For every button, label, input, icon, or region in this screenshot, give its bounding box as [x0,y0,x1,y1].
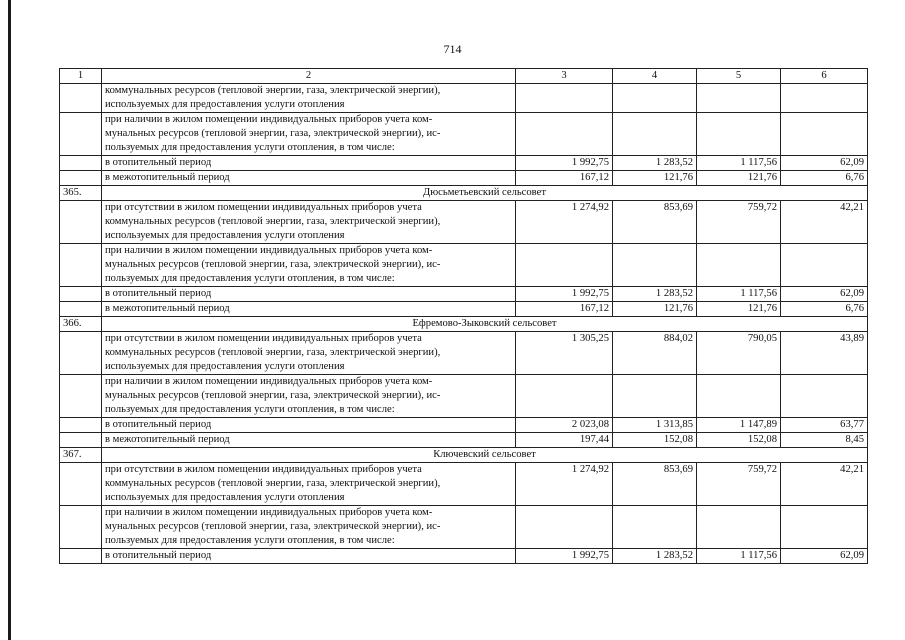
value-cell: 1 147,89 [697,418,781,433]
description-line: используемых для предоставления услуги отопления [105,361,345,372]
row-number-cell [60,302,102,317]
column-header: 5 [697,69,781,84]
value-cell [516,375,613,418]
row-number-cell [60,375,102,418]
column-header: 6 [781,69,868,84]
description-line: используемых для предоставления услуги отопления [105,492,345,503]
value-cell: 152,08 [613,433,697,448]
value-cell: 152,08 [697,433,781,448]
description-line: используемых для предоставления услуги отопления [105,230,345,241]
value-cell [613,244,697,287]
value-cell: 1 313,85 [613,418,697,433]
table-row [60,433,868,448]
row-number-cell [60,418,102,433]
description-line: при наличии в жилом помещении индивидуальных приборов учета ком- [105,376,433,387]
table-row [60,171,868,186]
value-cell [697,375,781,418]
value-cell: 1 117,56 [697,549,781,564]
value-cell: 759,72 [697,463,781,506]
value-cell [516,244,613,287]
column-header: 2 [102,69,516,84]
description-cell [102,418,516,433]
table-row [60,287,868,302]
description-cell [102,113,516,156]
value-cell [516,506,613,549]
table-row [60,375,868,418]
row-number-cell [60,463,102,506]
description-cell [102,171,516,186]
description-cell [102,201,516,244]
row-number-cell [60,201,102,244]
description-line: коммунальных ресурсов (тепловой энергии, газа, электрической энергии), [105,347,441,358]
description-line: при наличии в жилом помещении индивидуальных приборов учета ком- [105,114,433,125]
value-cell: 1 283,52 [613,287,697,302]
value-cell [697,244,781,287]
value-cell: 884,02 [613,332,697,375]
description-line: коммунальных ресурсов (тепловой энергии, газа, электрической энергии), [105,216,441,227]
value-cell: 853,69 [613,463,697,506]
section-row [60,317,868,332]
description-line: в отопительный период [105,419,212,430]
section-name: Дюсьметьевский сельсовет [102,186,868,201]
table-row [60,302,868,317]
section-row [60,186,868,201]
value-cell [613,506,697,549]
value-cell: 62,09 [781,549,868,564]
section-row [60,448,868,463]
description-line: мунальных ресурсов (тепловой энергии, газа, электрической энергии), ис- [105,521,441,532]
row-number-cell [60,332,102,375]
column-header: 3 [516,69,613,84]
description-line: коммунальных ресурсов (тепловой энергии, газа, электрической энергии), [105,85,441,96]
row-number-cell [60,506,102,549]
description-line: используемых для предоставления услуги отопления [105,99,345,110]
description-line: пользуемых для предоставления услуги отопления, в том числе: [105,535,395,546]
value-cell: 759,72 [697,201,781,244]
value-cell: 167,12 [516,302,613,317]
description-line: мунальных ресурсов (тепловой энергии, газа, электрической энергии), ис- [105,128,441,139]
table-row [60,84,868,113]
value-cell: 790,05 [697,332,781,375]
value-cell: 1 992,75 [516,156,613,171]
row-number-cell [60,244,102,287]
description-line: пользуемых для предоставления услуги отопления, в том числе: [105,142,395,153]
value-cell: 43,89 [781,332,868,375]
value-cell: 1 283,52 [613,156,697,171]
description-line: в межотопительный период [105,172,230,183]
description-cell [102,549,516,564]
description-line: в отопительный период [105,550,212,561]
section-number: 366. [60,317,102,332]
value-cell [781,84,868,113]
value-cell [697,506,781,549]
description-cell [102,244,516,287]
row-number-cell [60,84,102,113]
table-row [60,463,868,506]
description-line: коммунальных ресурсов (тепловой энергии, газа, электрической энергии), [105,478,441,489]
table-row [60,201,868,244]
value-cell: 6,76 [781,302,868,317]
table-row [60,113,868,156]
description-line: при отсутствии в жилом помещении индивидуальных приборов учета [105,202,422,213]
value-cell: 1 117,56 [697,156,781,171]
tariff-table [59,68,868,564]
column-header-row [60,69,868,84]
value-cell: 197,44 [516,433,613,448]
description-line: в отопительный период [105,157,212,168]
value-cell: 1 992,75 [516,549,613,564]
description-cell [102,302,516,317]
value-cell: 62,09 [781,156,868,171]
description-cell [102,332,516,375]
row-number-cell [60,287,102,302]
value-cell: 63,77 [781,418,868,433]
value-cell [697,113,781,156]
description-line: в межотопительный период [105,434,230,445]
description-cell [102,463,516,506]
table-row [60,332,868,375]
table-row [60,549,868,564]
description-cell [102,156,516,171]
value-cell [697,84,781,113]
section-number: 365. [60,186,102,201]
value-cell [613,84,697,113]
description-line: пользуемых для предоставления услуги отопления, в том числе: [105,273,395,284]
description-line: при отсутствии в жилом помещении индивидуальных приборов учета [105,333,422,344]
section-name: Ефремово-Зыковский сельсовет [102,317,868,332]
value-cell: 62,09 [781,287,868,302]
page-number: 714 [443,42,462,56]
value-cell: 121,76 [697,171,781,186]
value-cell: 1 992,75 [516,287,613,302]
description-line: мунальных ресурсов (тепловой энергии, газа, электрической энергии), ис- [105,259,441,270]
value-cell [781,113,868,156]
value-cell: 121,76 [697,302,781,317]
description-cell [102,506,516,549]
value-cell: 42,21 [781,201,868,244]
value-cell [516,84,613,113]
value-cell: 1 283,52 [613,549,697,564]
row-number-cell [60,549,102,564]
value-cell: 121,76 [613,302,697,317]
value-cell: 6,76 [781,171,868,186]
description-line: в межотопительный период [105,303,230,314]
table-row [60,506,868,549]
value-cell: 2 023,08 [516,418,613,433]
column-header: 4 [613,69,697,84]
value-cell: 8,45 [781,433,868,448]
table-row [60,156,868,171]
section-name: Ключевский сельсовет [102,448,868,463]
value-cell [613,375,697,418]
table-row [60,244,868,287]
value-cell: 121,76 [613,171,697,186]
value-cell: 1 274,92 [516,201,613,244]
column-header: 1 [60,69,102,84]
value-cell [516,113,613,156]
description-line: при отсутствии в жилом помещении индивидуальных приборов учета [105,464,422,475]
value-cell: 1 274,92 [516,463,613,506]
value-cell [781,506,868,549]
value-cell: 1 305,25 [516,332,613,375]
row-number-cell [60,113,102,156]
row-number-cell [60,433,102,448]
value-cell: 42,21 [781,463,868,506]
value-cell: 853,69 [613,201,697,244]
row-number-cell [60,156,102,171]
description-line: пользуемых для предоставления услуги отопления, в том числе: [105,404,395,415]
scan-edge [8,0,11,640]
description-cell [102,375,516,418]
description-cell [102,433,516,448]
value-cell [781,375,868,418]
description-line: в отопительный период [105,288,212,299]
table-row [60,418,868,433]
section-number: 367. [60,448,102,463]
row-number-cell [60,171,102,186]
description-line: мунальных ресурсов (тепловой энергии, газа, электрической энергии), ис- [105,390,441,401]
description-line: при наличии в жилом помещении индивидуальных приборов учета ком- [105,245,433,256]
value-cell [781,244,868,287]
value-cell: 167,12 [516,171,613,186]
description-cell [102,84,516,113]
value-cell: 1 117,56 [697,287,781,302]
description-line: при наличии в жилом помещении индивидуальных приборов учета ком- [105,507,433,518]
description-cell [102,287,516,302]
value-cell [613,113,697,156]
